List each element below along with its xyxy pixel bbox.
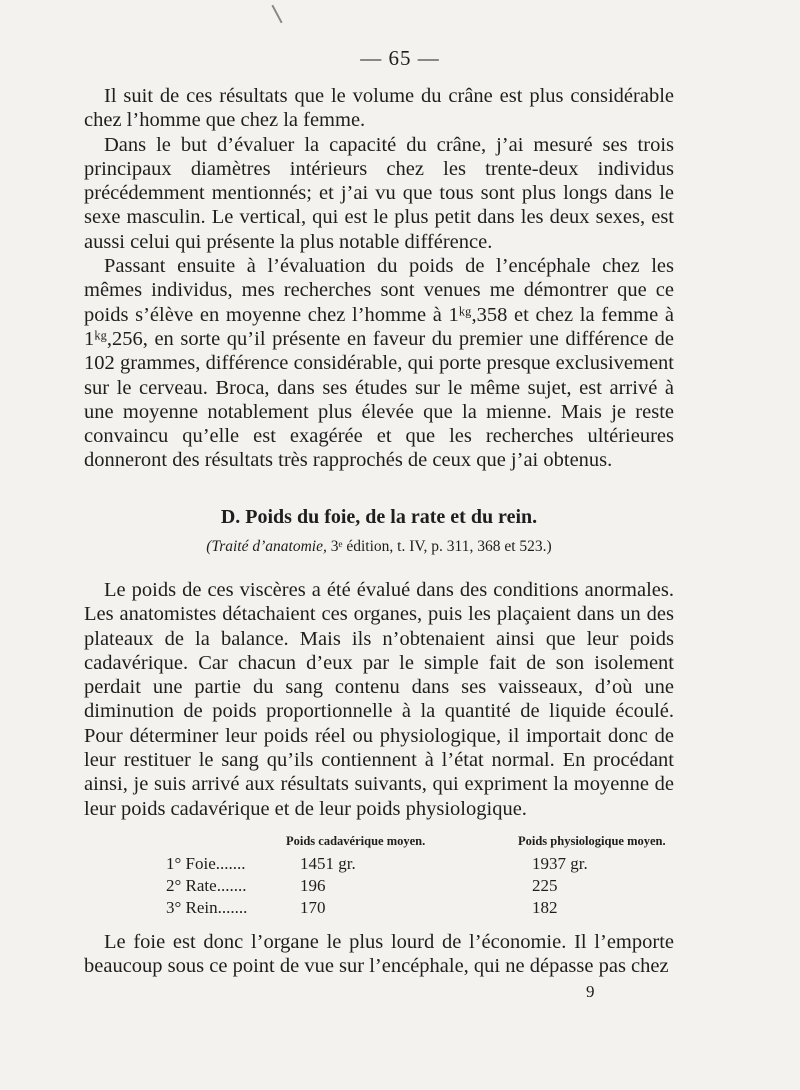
middle-text-block: [84, 534, 674, 821]
table-header-row: [166, 834, 678, 853]
cadaveric-cell: 1451 gr.: [300, 854, 356, 873]
table-row: [166, 875, 678, 897]
paragraph: Dans le but d’évaluer la capacité du crâne, j’ai mesuré ses trois principaux diamètres intérieurs chez les trente-deux individus précédemment mentionnés; et j’ai vu que tous sont plus longs dans le sexe masculin. Le vertical, qui est le plus petit dans les deux sexes, est aussi celui qui présente la plus notable différence.: [84, 133, 674, 253]
citation-details: 3ᵉ édition, t. IV, p. 311, 368 et 523.): [330, 538, 552, 555]
header-physiological: Poids physiologique moyen.: [518, 834, 666, 848]
physiological-cell: 1937 gr.: [532, 854, 588, 873]
section-heading: D. Poids du foie, de la rate et du rein.: [220, 506, 538, 528]
organ-cell: 2° Rate.......: [166, 876, 247, 895]
table-row: [166, 897, 678, 919]
paragraph: Le poids de ces viscères a été évalué dans des conditions anormales. Les anatomistes détachaient ces organes, puis les plaçaient dans un des plateaux de la balance. Mais ils n’obtenaient ainsi que leur poids cadavérique. Car chacun d’eux par le simple fait de son isolement perdait une partie du sang contenu dans ses vaisseaux, d’où une diminution de poids proportionnelle à la quantité de liquide écoulé. Pour déterminer leur poids réel ou physiologique, il importait donc de leur restituer le sang qu’ils contiennent à l’état normal. En procédant ainsi, je suis arrivé aux résultats suivants, qui expriment la moyenne de leur poids cadavérique et de leur poids physiologique.: [84, 579, 674, 820]
organ-cell: 1° Foie.......: [166, 854, 246, 873]
physiological-cell: 182: [532, 898, 558, 917]
scan-mark: [271, 5, 282, 24]
top-text-block: [84, 84, 674, 473]
physiological-cell: 225: [532, 876, 558, 895]
cadaveric-cell: 170: [300, 898, 326, 917]
signature-mark: 9: [586, 982, 595, 1001]
weights-table: [166, 834, 678, 919]
paragraph: Le foie est donc l’organe le plus lourd de l’économie. Il l’emporte beaucoup sous ce point de vue sur l’encéphale, qui ne dépasse pas chez: [84, 931, 674, 978]
paragraph: Il suit de ces résultats que le volume du crâne est plus considérable chez l’homme que chez la femme.: [84, 85, 674, 132]
cadaveric-cell: 196: [300, 876, 326, 895]
organ-cell: 3° Rein.......: [166, 898, 248, 917]
header-cadaveric: Poids cadavérique moyen.: [286, 834, 426, 848]
bottom-text-block: [84, 930, 674, 979]
citation-title: (Traité d’anatomie,: [206, 538, 327, 555]
table-row: [166, 853, 678, 875]
page-number: — 65 —: [360, 46, 440, 70]
paragraph: Passant ensuite à l’évaluation du poids de l’encéphale chez les mêmes individus, mes recherches sont venues me démontrer que ce poids s’élève en moyenne chez l’homme à 1ᵏᵍ,358 et chez la femme à 1ᵏᵍ,256, en sorte qu’il présente en faveur du premier une différence de 102 grammes, différence considérable, qui porte presque exclusivement sur le cerveau. Broca, dans ses études sur le même sujet, est arrivé à une moyenne notablement plus élevée que la mienne. Mais je reste convaincu qu’elle est exagérée et que les recherches ultérieures donneront des résultats très rapprochés de ceux que j’ai obtenus.: [84, 255, 674, 472]
